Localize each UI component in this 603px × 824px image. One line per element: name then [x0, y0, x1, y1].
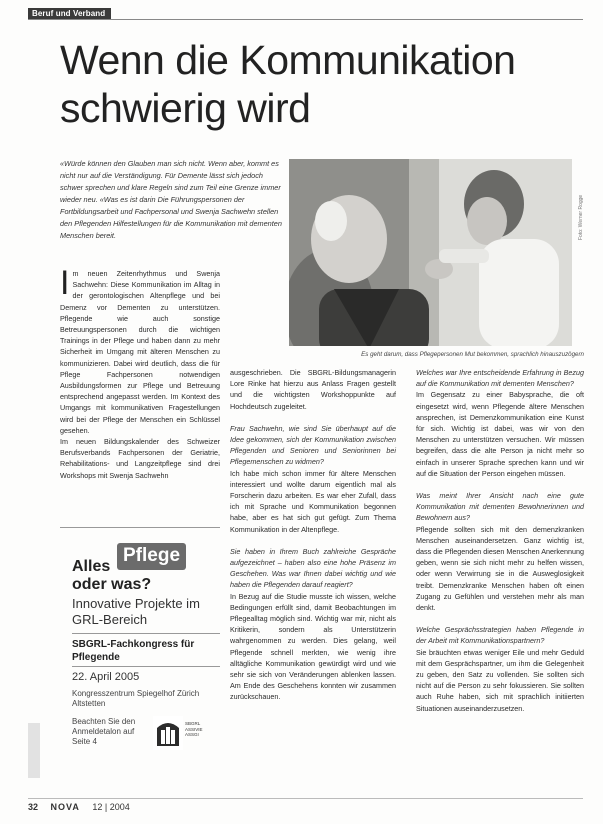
- side-index-tab: [28, 723, 40, 778]
- photo-illustration: [289, 159, 572, 346]
- ad-congress-title: SBGRL-Fachkongress für Pflegende: [72, 639, 195, 663]
- lead-paragraph: «Würde können den Glauben man sich nicht. Wenn aber, kommt es nicht nur auf die Verständigung. Für Demente lässt sich jedoch schwer sprechen und klare Regeln sind zum Teil eine Grenze immer wieder neu. «Was es ist darin Die Führungspersonen der Fortbildungsarbeit und Fachpersonal und Swenja Sachwehn stellen den Pflegenden Hilfestellungen für die Kommunikation mit dementen Menschen bereit.: [60, 159, 282, 240]
- drop-cap: I: [60, 264, 70, 302]
- interview-question: Welches war Ihre entscheidende Erfahrung in Bezug auf die Kommunikation mit dementen Menschen?: [416, 368, 584, 389]
- column-2-answer-2: In Bezug auf die Studie musste ich wissen, welche Bedingungen erfüllt sind, damit Beobachtungen im Pflegealltag möglich sind. Wichtig war mir, nicht als Kritikerin, sondern als Unterstützerin wahrgenommen zu werden. Dies gelang, weil Pflegende schnell merkten, wie wenig ihre alltägliche Kommunikation gewürdigt wird und wie sehr sie sich von Veränderungen ablenken lassen. Am Ende des Geschehens konnten wir zusammen zurückschauen.: [230, 591, 396, 702]
- ad-title-pflege: Pflege: [117, 543, 186, 570]
- congress-advertisement: [60, 527, 220, 782]
- ad-logo-text: SBGRL ASSIVIE ASSGI: [185, 721, 203, 737]
- interview-question: Welche Gesprächsstrategien haben Pflegende in der Arbeit mit Kommunikationspartnern?: [416, 625, 584, 646]
- ad-date: 22. April 2005: [72, 671, 140, 683]
- photo-caption: Es geht darum, dass Pflegepersonen Mut bekommen, sprachlich hinauszuzögern: [361, 351, 584, 358]
- column-3-answer-3: Sie bräuchten etwas weniger Eile und mehr Geduld mit dem Gesprächspartner, um ihm die Gelegenheit zu geben, den Satz zu vollenden. Sie sollten sich nicht auf die Person zu sehr fokussieren. Sie sollten auch Ruhe haben, sich mit sprachlich initiierten Situationen auseinanderzusetzen.: [416, 647, 584, 713]
- column-2-answer-1: Ich habe mich schon immer für ältere Menschen interessiert und wollte darum eigentlich mal als Forscherin dazu arbeiten. Es war eher Zufall, dass ich mit Sprache und Kommunikation begonnen habe, aber es hat sich gut gefügt. Zum Thema Kommunikation in der Altenpflege.: [230, 468, 396, 534]
- column-1-paragraph-2: Im neuen Bildungskalender des Schweizer Berufsverbands Fachpersonen der Geriatrie, Rehabilitations- und Langzeitpflege sind drei Workshops mit Swenja Sachwehn: [60, 437, 220, 480]
- sbgrl-logo-icon: [153, 716, 183, 750]
- headline-line-2: schwierig wird: [60, 85, 311, 131]
- article-column-2: [230, 367, 396, 703]
- ad-venue: Kongresszentrum Spiegelhof Zürich Altstetten: [72, 689, 200, 708]
- column-3-answer-1: Im Gegensatz zu einer Babysprache, die oft eingesetzt wird, wenn Pflegende ältere Menschen ansprechen, ist Demenzkommunikation eine Kunst für sich. Wichtig ist dabei, was wir von den Menschen zu unterstützen versuchen. Wir müssen begreifen, dass die alte Person ja nicht mehr so einfach in unserer Sprache sprechen kann und wir auf die Situation der Person eingehen müssen.: [416, 390, 584, 478]
- ad-divider: [72, 666, 220, 667]
- article-column-1: [60, 264, 220, 481]
- bottom-rule: [28, 798, 583, 799]
- page-number: 32: [28, 802, 39, 812]
- column-3-answer-2: Pflegende sollten sich mit den demenzkranken Menschen auseinandersetzen. Ganz wichtig ist, dass die Pflegenden diesen Menschen Anerkennung geben, wenn sie sich nicht mehr zu helfen wissen, oder wenn Verwirrung sie in die Ausweglosigkeit treibt. Demenzkranke Menschen haben oft einen Zugang zu Gefühlen und verstehen mehr als man denkt.: [416, 524, 584, 613]
- photo-credit: Foto: Werner Rogge: [578, 194, 584, 240]
- ad-divider: [72, 633, 220, 634]
- ad-registration-note: Beachten Sie den Anmeldetalon auf Seite 4: [72, 717, 136, 746]
- ad-subtitle: Innovative Projekte im GRL-Bereich: [72, 596, 200, 627]
- ad-title-alles: Alles: [72, 558, 111, 575]
- issue-number: 12 | 2004: [92, 802, 130, 812]
- interview-question: Sie haben in Ihrem Buch zahlreiche Gespräche aufgezeichnet – haben also eine hohe Präsenz im Geschehen. Was war Ihnen dabei wichtig und wie haben die Pflegenden darauf reagiert?: [230, 546, 396, 590]
- interview-question: Was meint Ihrer Ansicht nach eine gute Kommunikation mit dementen Bewohnerinnen und Bewohnern aus?: [416, 491, 584, 523]
- headline: [60, 36, 590, 132]
- headline-line-1: Wenn die Kommunikation: [60, 37, 516, 83]
- ad-title-oder-was: oder was?: [72, 576, 152, 593]
- column-1-paragraph-1: m neuen Zeitenrhythmus und Swenja Sachwehn: Diese Kommunikation im Alltag in der gerontologischen Altenpflege und bei Demenz vor Dementen zu unterstützen. Pflegende wie auch sonstige Betreuungspersonen durch die wichtigen Trainings in der Pflege und haben dann zu mehr Sicherheit im Umgang mit älteren Menschen zu kommunizieren. Dabei wird deutlich, dass die für Pflege Fachpersonen notwendigen Ausbildungsformen zur Pflege und Betreuung entsprechend angepasst werden. Im Kontext des Umgangs mit kommunikativen Fragestellungen wird bei der Pflege der Menschen ein Schlüssel gesehen.: [60, 269, 220, 435]
- column-2-paragraph-1: ausgeschrieben. Die SBGRL-Bildungsmanagerin Lore Rinke hat hierzu aus Anlass Fragen gestellt und die wichtigsten Workshoppunkte auf Hochdeutsch zugeleitet.: [230, 368, 396, 411]
- article-column-3: [416, 367, 584, 714]
- magazine-name: NOVA: [50, 802, 80, 812]
- top-rule: [28, 19, 583, 20]
- interview-question: Frau Sachwehn, wie sind Sie überhaupt auf die Idee gekommen, sich der Kommunikation zwischen Pflegenden und Senioren und Seniorinnen bei Pflegemenschen zu widmen?: [230, 423, 396, 467]
- page-footer: [28, 802, 130, 812]
- section-tag: Beruf und Verband: [28, 8, 111, 20]
- article-photo: [289, 159, 572, 346]
